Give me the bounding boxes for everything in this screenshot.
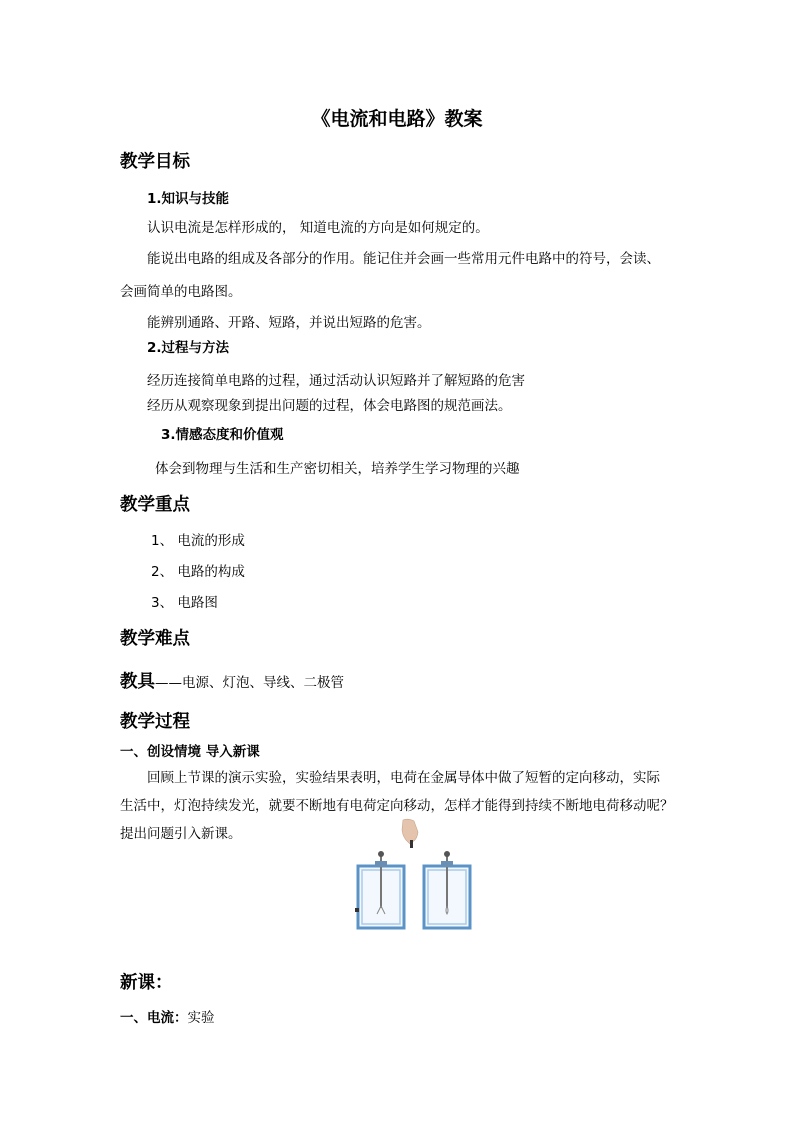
electroscope-figure (354, 818, 472, 934)
process-line: 经历从观察现象到提出问题的过程，体会电路图的规范画法。 (147, 398, 512, 414)
key-points-heading: 教学重点 (120, 495, 190, 515)
current-line (120, 1006, 215, 1026)
hand-icon (402, 819, 418, 848)
new-lesson-heading: 新课： (120, 973, 173, 993)
knowledge-line: 会画简单的电路图。 (120, 284, 242, 300)
equipment-label: 教具 (120, 672, 155, 692)
process-method-heading: 2.过程与方法 (147, 340, 230, 356)
difficulty-heading: 教学难点 (120, 629, 190, 649)
knowledge-line: 能说出电路的组成及各部分的作用。能记住并会画一些常用元件电路中的符号，会读、 (147, 251, 660, 267)
equipment-line (120, 668, 344, 693)
section1-line: 生活中，灯泡持续发光，就要不断地有电荷定向移动，怎样才能得到持续不断地电荷移动呢？ (120, 798, 674, 814)
key-point-item: 3、 电路图 (151, 595, 218, 611)
knowledge-line: 认识电流是怎样形成的， 知道电流的方向是如何规定的。 (147, 220, 489, 236)
section1-line: 提出问题引入新课。 (120, 826, 242, 842)
attitude-heading: 3.情感态度和价值观 (161, 427, 284, 443)
document-title: 《电流和电路》教案 (311, 108, 483, 130)
key-point-item: 1、 电流的形成 (151, 533, 245, 549)
key-point-item: 2、 电路的构成 (151, 564, 245, 580)
section1-line: 回顾上节课的演示实验，实验结果表明，电荷在金属导体中做了短暂的定向移动，实际 (147, 770, 660, 786)
knowledge-heading: 1.知识与技能 (147, 191, 230, 207)
current-heading: 一、电流： (120, 1010, 188, 1026)
attitude-line: 体会到物理与生活和生产密切相关，培养学生学习物理的兴趣 (155, 461, 520, 477)
left-electroscope (355, 851, 404, 928)
current-rest: 实验 (187, 1010, 215, 1026)
teaching-process-heading: 教学过程 (120, 712, 190, 732)
process-line: 经历连接简单电路的过程，通过活动认识短路并了解短路的危害 (147, 373, 525, 389)
right-electroscope (424, 851, 470, 928)
section1-heading: 一、创设情境 导入新课 (120, 744, 260, 760)
goals-heading: 教学目标 (120, 152, 190, 172)
equipment-list: ——电源、灯泡、导线、二极管 (155, 675, 344, 691)
knowledge-line: 能辨别通路、开路、短路，并说出短路的危害。 (147, 315, 431, 331)
